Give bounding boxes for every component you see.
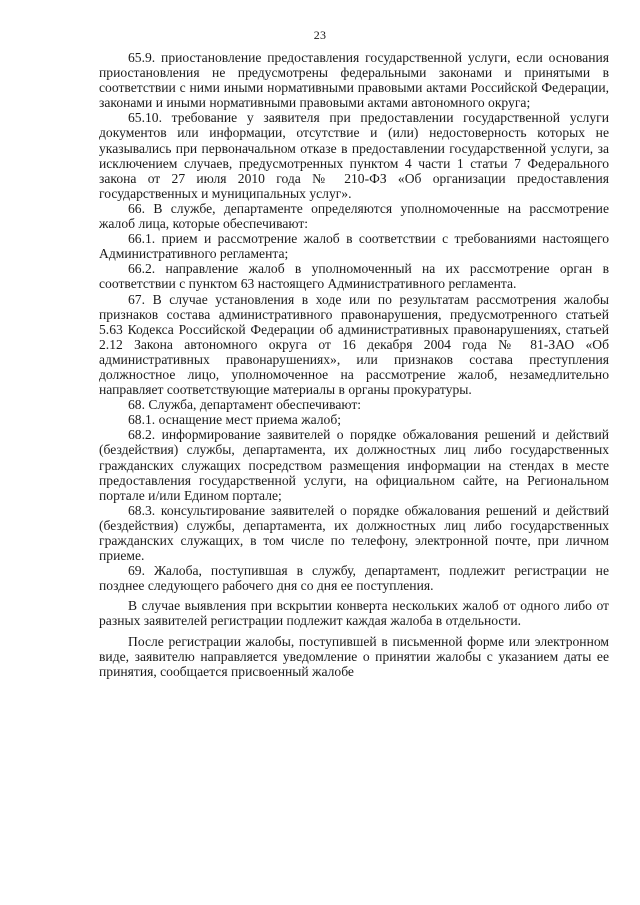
paragraph-66-1: 66.1. прием и рассмотрение жалоб в соответствии с требованиями настоящего Административного регламента; xyxy=(99,231,609,262)
paragraph-66-2: 66.2. направление жалоб в уполномоченный на их рассмотрение орган в соответствии с пунктом 63 настоящего Административного регламента. xyxy=(99,261,609,292)
paragraph-66: 66. В службе, департаменте определяются уполномоченные на рассмотрение жалоб лица, которые обеспечивают: xyxy=(99,200,609,232)
paragraph-69-multiple-complaints: В случае выявления при вскрытии конверта нескольких жалоб от одного либо от разных заявителей регистрации подлежит каждая жалоба в отдельности. xyxy=(99,598,609,629)
paragraph-69: 69. Жалоба, поступившая в службу, департамент, подлежит регистрации не позднее следующего рабочего дня со дня ее поступления. xyxy=(99,563,609,594)
paragraph-68-3: 68.3. консультирование заявителей о порядке обжалования решений и действий (бездействия) службы, департамента, их должностных лиц либо государственных гражданских служащих, в том числе по телефону, электронной почте, при личном приеме. xyxy=(99,502,609,564)
paragraph-68-2: 68.2. информирование заявителей о порядке обжалования решений и действий (бездействия) службы, департамента, их должностных лиц либо государственных гражданских служащих посредством размещения информации на стендах в месте предоставления государственной услуги, на официальном сайте, на Региональном портале и/или Едином портале; xyxy=(99,427,609,503)
page-number: 23 xyxy=(313,28,327,42)
paragraph-65-10: 65.10. требование у заявителя при предоставлении государственной услуги документов или информации, отсутствие и (или) недостоверность которых не указывались при первоначальном отказе в предоставлении государственной услуги, за исключением случаев, предусмотренных пунктом 4 части 1 статьи 7 Федерального закона от 27 июля 2010 года № 210-ФЗ «Об организации предоставления государственных и муниципальных услуг». xyxy=(99,110,609,201)
document-body xyxy=(99,50,609,679)
paragraph-69-notification: После регистрации жалобы, поступившей в письменной форме или электронном виде, заявителю направляется уведомление о принятии жалобы с указанием даты ее принятия, сообщается присвоенный жалобе xyxy=(99,633,609,679)
paragraph-67: 67. В случае установления в ходе или по результатам рассмотрения жалобы признаков состава административного правонарушения, предусмотренного статьей 5.63 Кодекса Российской Федерации об административных правонарушениях, статьей 2.12 Закона автономного округа от 16 декабря 2004 года № 81-ЗАО «Об административных правонарушениях», или признаков состава преступления должностное лицо, уполномоченное на рассмотрение жалоб, незамедлительно направляет соответствующие материалы в органы прокуратуры. xyxy=(99,291,609,398)
paragraph-68-1: 68.1. оснащение мест приема жалоб; xyxy=(128,412,342,428)
paragraph-65-9: 65.9. приостановление предоставления государственной услуги, если основания приостановления не предусмотрены федеральными законами и принятыми в соответствии с ними иными нормативными правовыми актами Российской Федерации, законами и иными нормативными правовыми актами автономного округа; xyxy=(99,50,609,111)
paragraph-68: 68. Служба, департамент обеспечивают: xyxy=(128,397,362,413)
